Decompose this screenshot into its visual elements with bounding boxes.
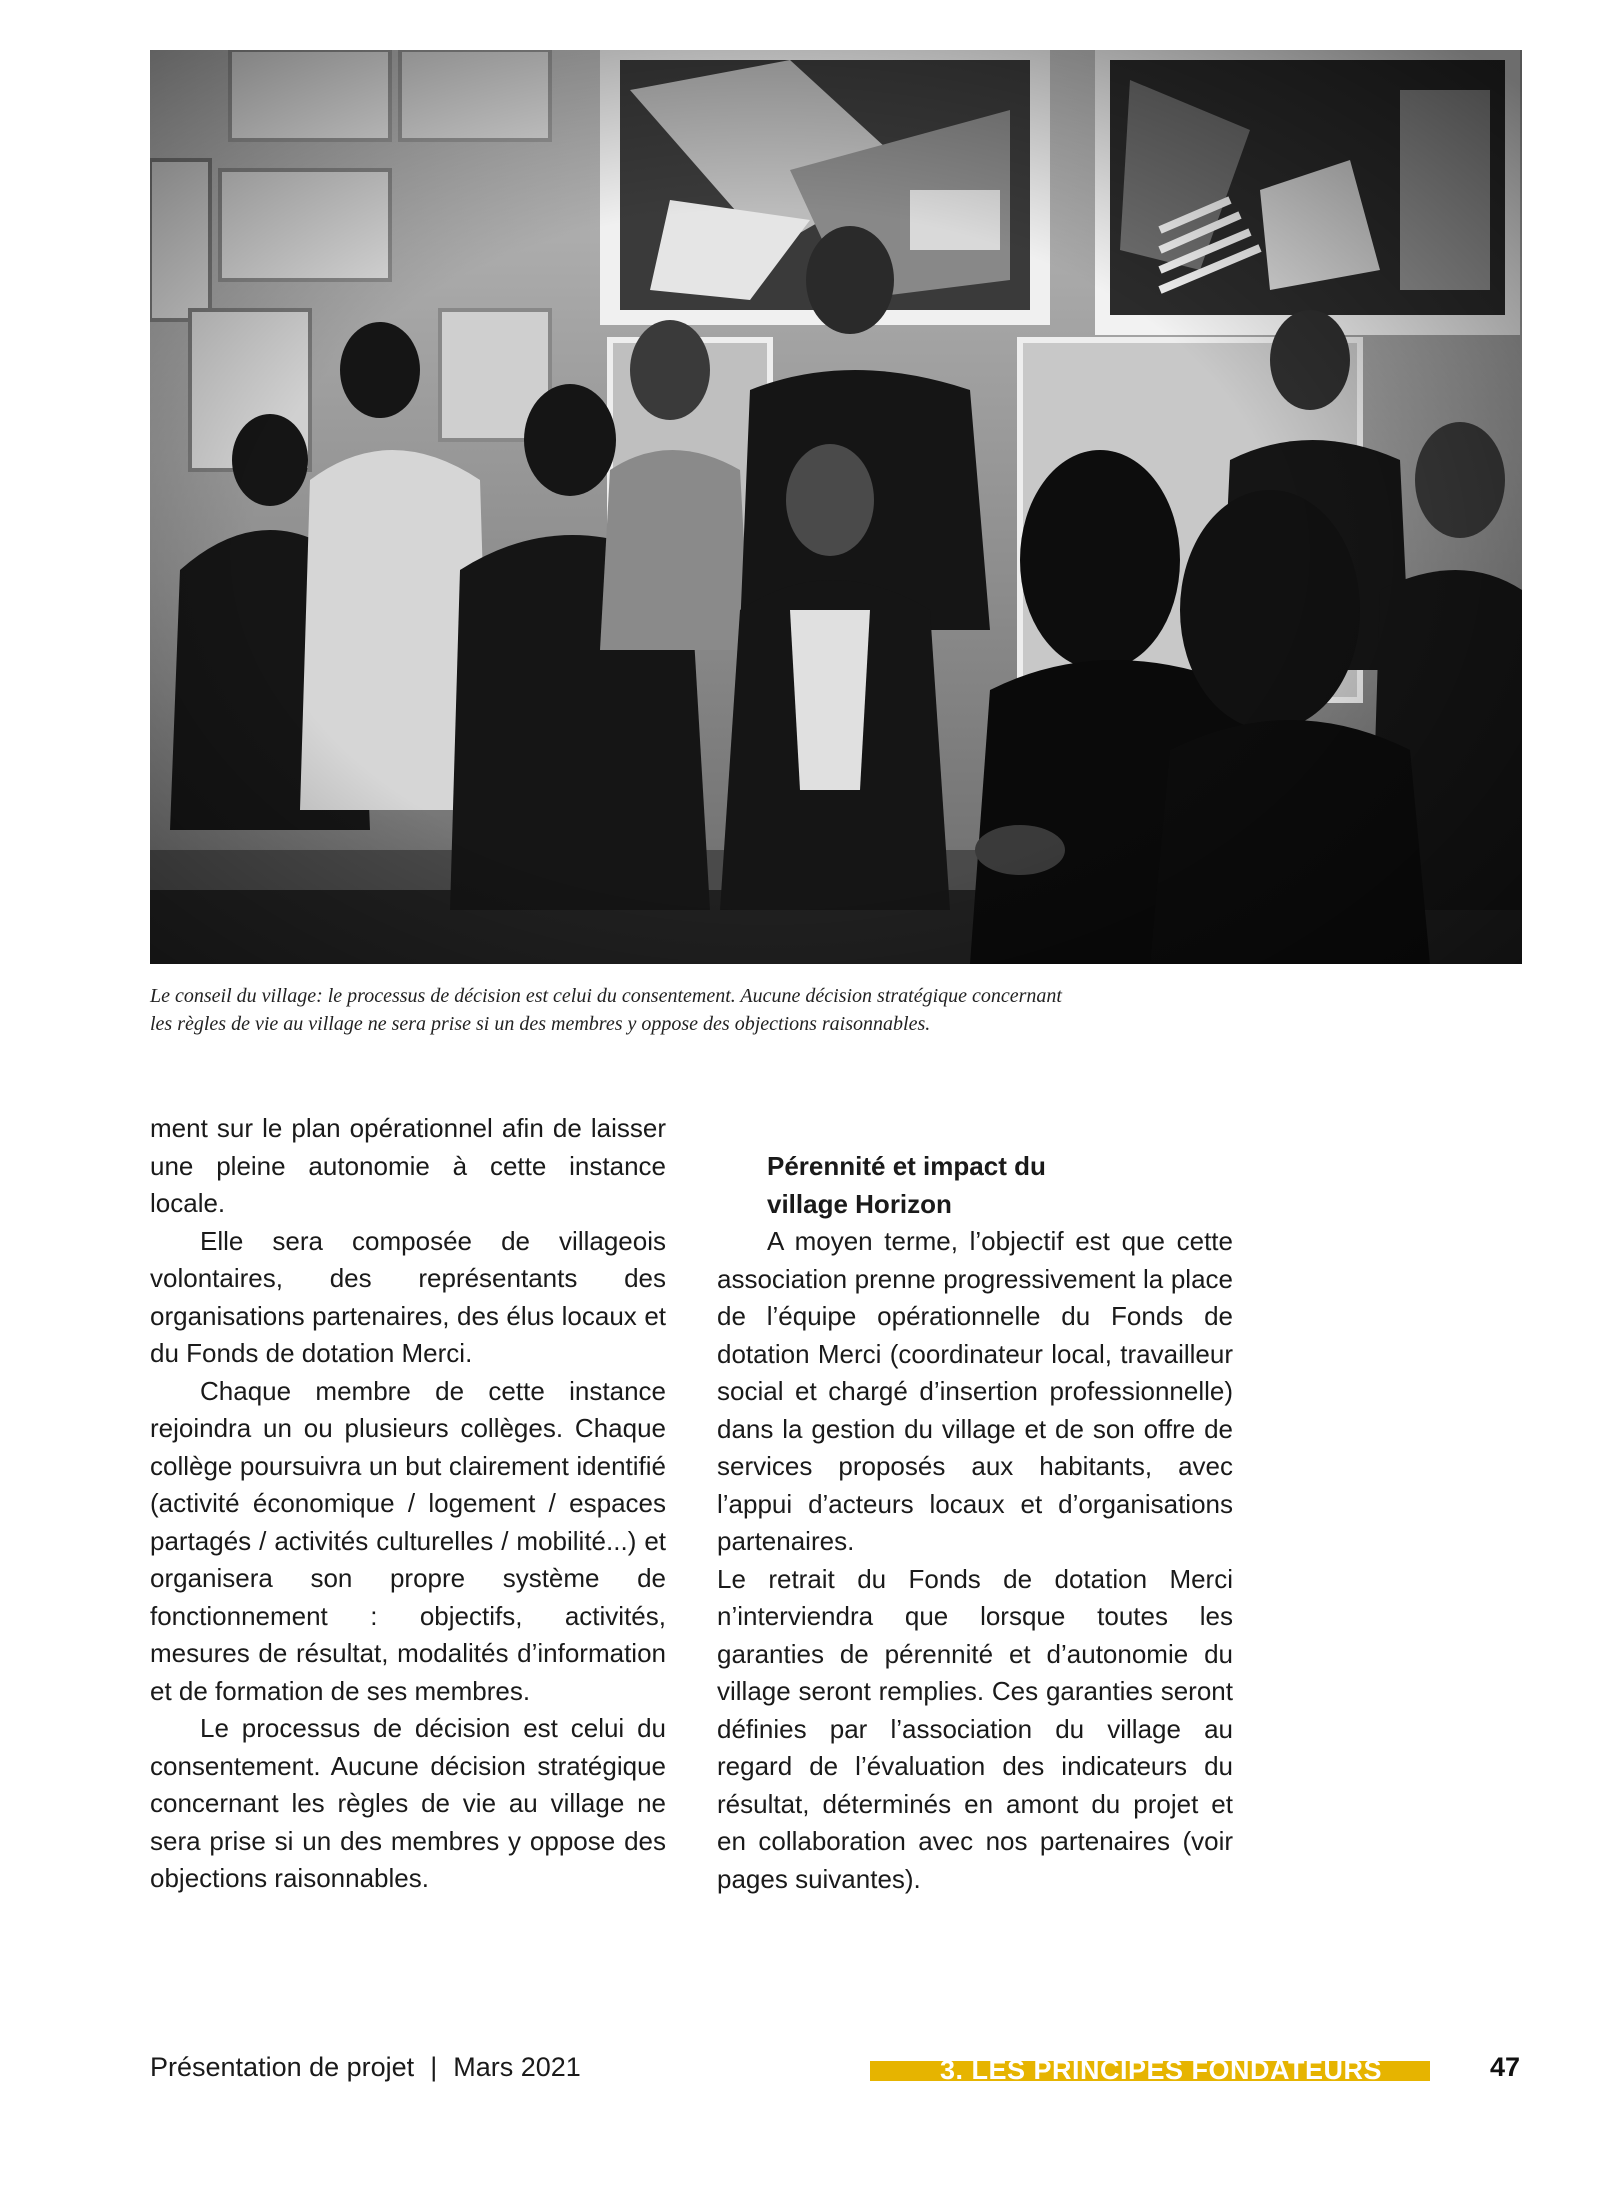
photo-caption	[150, 982, 1270, 1038]
section-heading	[767, 1148, 1233, 1223]
right-paragraph-2: Le retrait du Fonds de dotation Merci n’interviendra que lorsque toutes les garanties de pérennité et d’autonomie du village seront remplies. Ces garanties seront définies par l’association du village au regard de l’évaluation des indicateurs du résultat, déterminés en amont du projet et en collaboration avec nos partenaires (voir pages suivantes).	[717, 1563, 1233, 1894]
left-paragraph-1: ment sur le plan opérationnel afin de laisser une pleine autonomie à cette instance locale.	[150, 1113, 666, 1218]
footer-section-title: 3. LES PRINCIPES FONDATEURS	[939, 2061, 1382, 2081]
footer-separator: |	[430, 2052, 438, 2082]
caption-line-2: les règles de vie au village ne sera prise si un des membres y oppose des objections raisonnables.	[150, 1013, 931, 1035]
meeting-photo-illustration	[150, 50, 1522, 964]
left-paragraph-4: Le processus de décision est celui du consentement. Aucune décision stratégique concernant les règles de vie au village ne sera prise si un des membres y oppose des objections raisonnables.	[150, 1713, 666, 1893]
footer-doc-title: Présentation de projet	[150, 2052, 415, 2082]
page-number: 47	[1490, 2052, 1521, 2082]
footer-section-banner	[870, 2061, 1430, 2081]
right-paragraph-1: A moyen terme, l’objectif est que cette association prenne progressivement la place de l’équipe opérationnelle du Fonds de dotation Merci (coordinateur local, travailleur social et chargé d’insertion professionnelle) dans la gestion du village et de son offre de services proposés aux habitants, avec l’appui d’acteurs locaux et d’organisations partenaires.	[717, 1226, 1233, 1556]
footer-doc-info	[150, 2052, 581, 2083]
left-paragraph-2: Elle sera composée de villageois volontaires, des représentants des organisations partenaires, des élus locaux et du Fonds de dotation Merci.	[150, 1225, 666, 1368]
footer-date: Mars 2021	[453, 2052, 581, 2082]
left-column	[150, 1110, 666, 1898]
left-paragraph-3: Chaque membre de cette instance rejoindra un ou plusieurs collèges. Chaque collège poursuivra un but clairement identifié (activité économique / logement / espaces partagés / activités culturelles / mobilité...) et organisera son propre système de fonctionnement : objectifs, activités, mesures de résultat, modalités d’information et de formation de ses membres.	[150, 1375, 666, 1706]
right-column	[717, 1110, 1233, 1898]
meeting-photo	[150, 50, 1522, 964]
caption-line-1: Le conseil du village: le processus de décision est celui du consentement. Aucune décision stratégique concernant	[150, 985, 1062, 1007]
section-heading-line-1: Pérennité et impact du	[767, 1151, 1046, 1181]
section-heading-line-2: village Horizon	[767, 1188, 952, 1219]
